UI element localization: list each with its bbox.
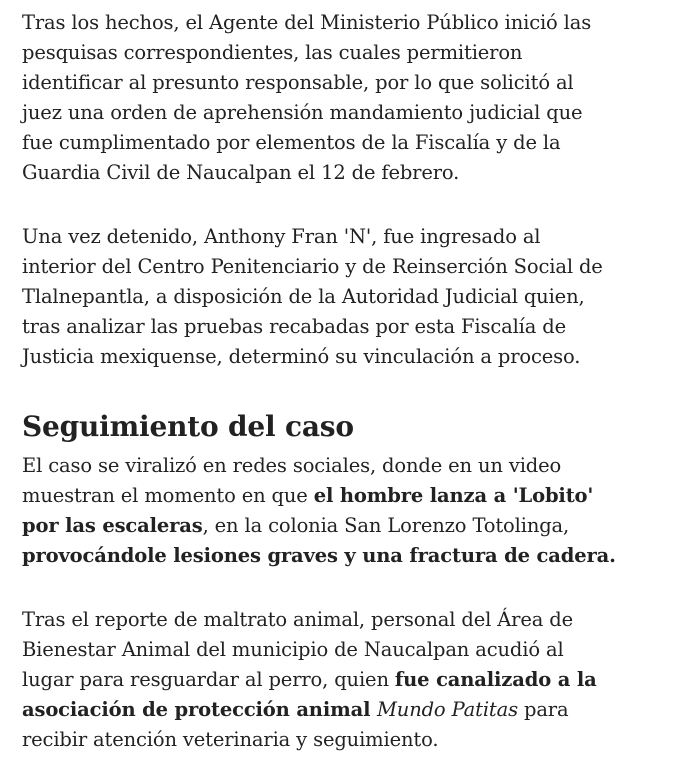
- text-line: tras analizar las pruebas recabadas por esta Fiscalía de: [22, 315, 566, 338]
- plain-text: , en la colonia San Lorenzo Totolinga,: [202, 514, 570, 537]
- article-body: [22, 8, 662, 755]
- text-line: [22, 695, 662, 725]
- text-line: recibir atención veterinaria y seguimiento.: [22, 728, 439, 751]
- text-line: Bienestar Animal del municipio de Naucalpan acudió al: [22, 638, 564, 661]
- text-line: Guardia Civil de Naucalpan el 12 de febrero.: [22, 161, 460, 184]
- bold-text: el hombre lanza a 'Lobito': [313, 484, 594, 507]
- bold-text: asociación de protección animal: [22, 698, 377, 721]
- text-line: Justicia mexiquense, determinó su vinculación a proceso.: [22, 345, 581, 368]
- paragraph-investigation: [22, 8, 662, 188]
- text-line: Tlalnepantla, a disposición de la Autoridad Judicial quien,: [22, 285, 585, 308]
- paragraph-detention: [22, 222, 662, 372]
- text-line: Tras el reporte de maltrato animal, personal del Área de: [22, 608, 573, 631]
- section-heading: Seguimiento del caso: [22, 410, 354, 443]
- plain-text: para: [517, 698, 569, 721]
- text-line: [22, 665, 662, 695]
- paragraph-animal-welfare: [22, 605, 662, 755]
- plain-text: lugar para resguardar al perro, quien: [22, 668, 395, 691]
- text-line: fue cumplimentado por elementos de la Fiscalía y de la: [22, 131, 561, 154]
- text-line: identificar al presunto responsable, por lo que solicitó al: [22, 71, 574, 94]
- text-line: pesquisas correspondientes, las cuales permitieron: [22, 41, 523, 64]
- text-line: [22, 511, 662, 541]
- text-line: El caso se viralizó en redes sociales, donde en un video: [22, 454, 562, 477]
- paragraph-viral-video: [22, 451, 662, 571]
- bold-text: fue canalizado a la: [394, 668, 597, 691]
- text-line: interior del Centro Penitenciario y de Reinserción Social de: [22, 255, 603, 278]
- italic-text: Mundo Patitas: [376, 698, 518, 721]
- text-line: [22, 541, 662, 571]
- text-line: Una vez detenido, Anthony Fran 'N', fue ingresado al: [22, 225, 541, 248]
- bold-text: por las escaleras: [22, 514, 203, 537]
- plain-text: muestran el momento en que: [22, 484, 314, 507]
- text-line: juez una orden de aprehensión mandamiento judicial que: [22, 101, 583, 124]
- bold-text: provocándole lesiones graves y una fractura de cadera.: [22, 544, 616, 567]
- text-line: [22, 481, 662, 511]
- text-line: Tras los hechos, el Agente del Ministerio Público inició las: [22, 11, 592, 34]
